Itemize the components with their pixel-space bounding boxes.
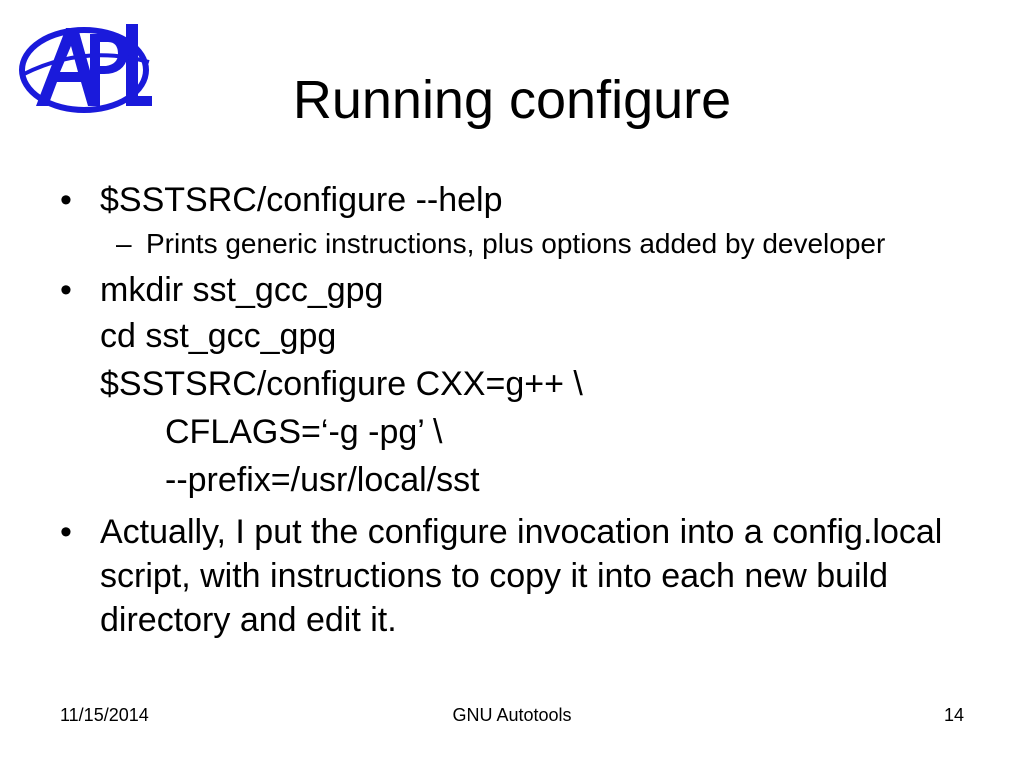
slide-title: Running configure (292, 70, 732, 130)
sub-bullet-1 (116, 228, 896, 260)
footer-page-number: 14 (943, 705, 964, 725)
footer-title: GNU Autotools (452, 705, 572, 725)
bullet-glyph: • (60, 513, 72, 551)
bullet-glyph: • (60, 271, 72, 309)
bullet-3 (60, 510, 980, 642)
bullet-2-line-4: CFLAGS=‘-g -pg’ \ (165, 413, 443, 451)
bullet-2-line-5: --prefix=/usr/local/sst (165, 461, 480, 499)
sub-bullet-1-text: Prints generic instructions, plus options added by developer (146, 228, 886, 259)
bullet-2-line-1: mkdir sst_gcc_gpg (100, 271, 384, 309)
bullet-2-line-3: $SSTSRC/configure CXX=g++ \ (100, 365, 583, 403)
dash-glyph: – (116, 228, 132, 259)
bullet-3-text: Actually, I put the configure invocation into a config.local script, with instructions to copy it into each new build directory and edit it. (100, 513, 943, 639)
bullet-2 (60, 268, 980, 312)
bullet-1-text: $SSTSRC/configure --help (100, 181, 503, 219)
bullet-1 (60, 178, 980, 222)
footer-date: 11/15/2014 (60, 705, 149, 725)
slide-body (60, 178, 980, 642)
bullet-2-line-2: cd sst_gcc_gpg (100, 317, 337, 355)
bullet-glyph: • (60, 181, 72, 219)
